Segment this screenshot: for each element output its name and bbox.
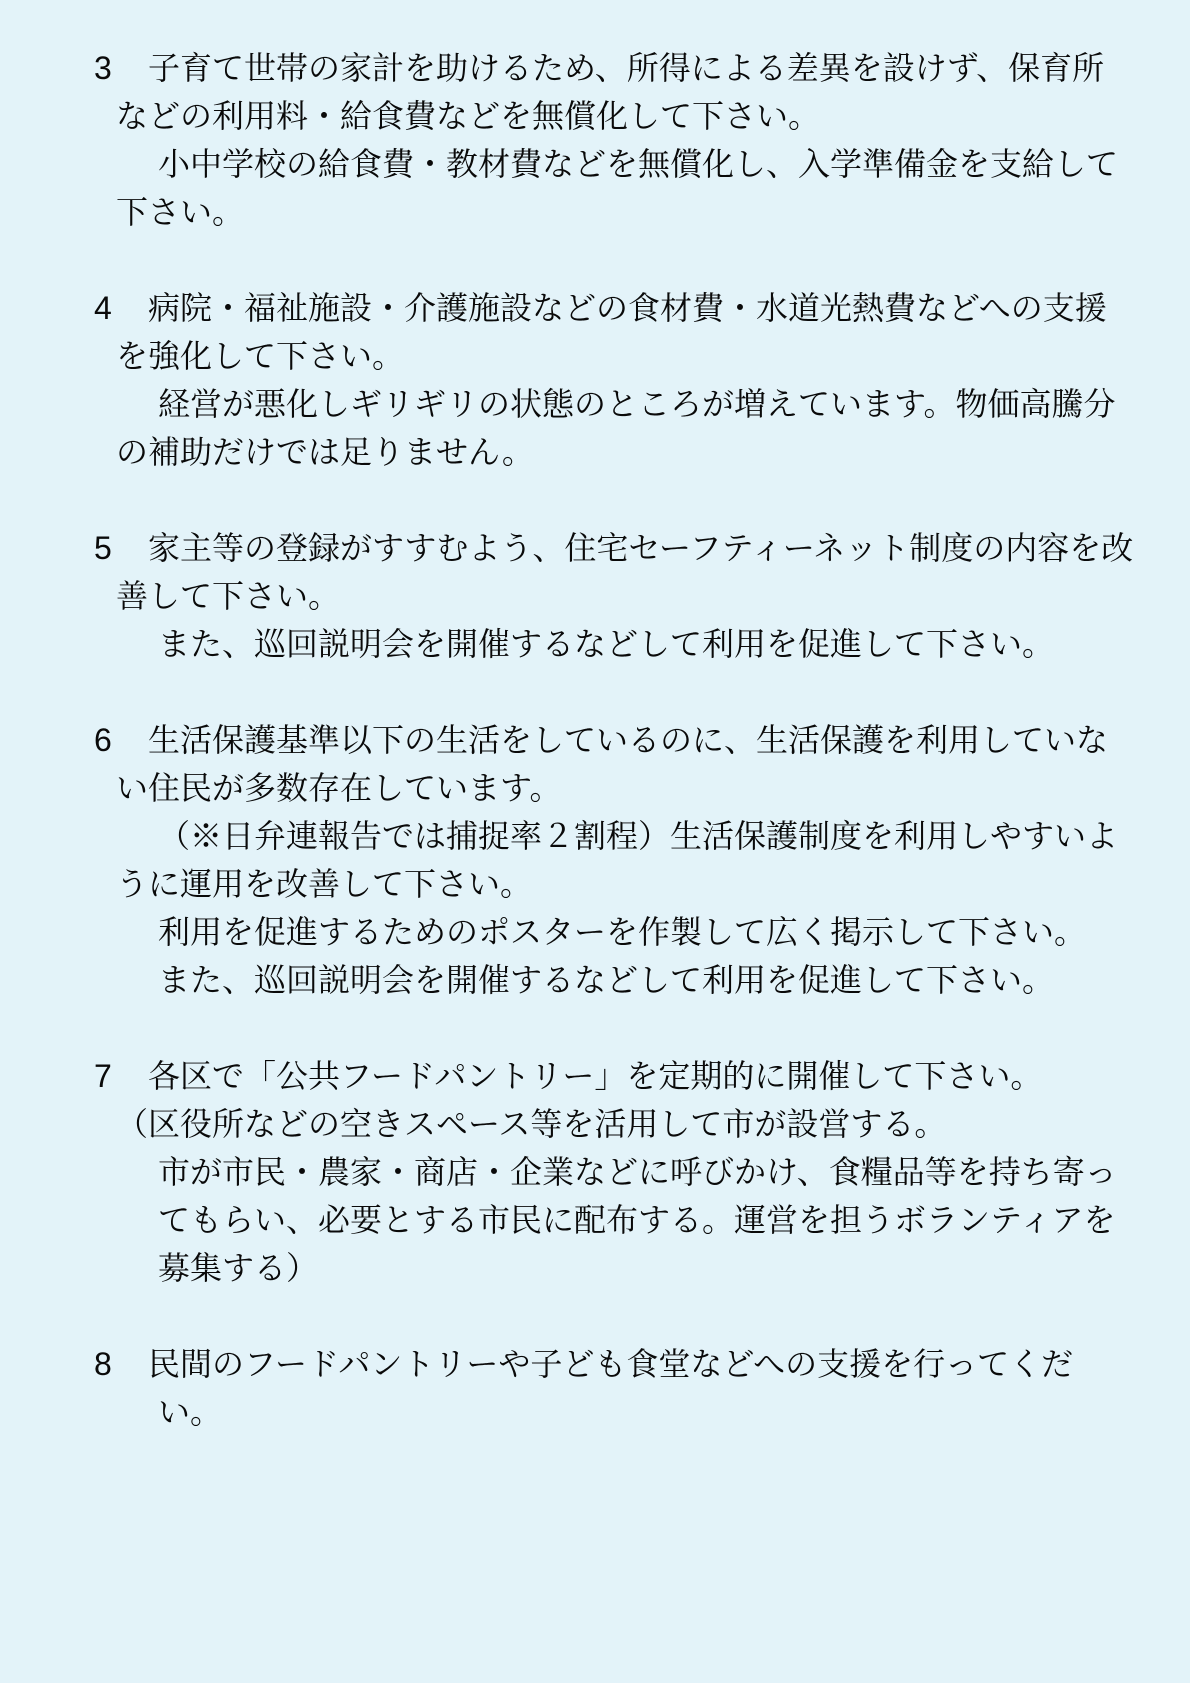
list-item-8 [0,1340,1190,1436]
document-line: 小中学校の給食費・教材費などを無償化し、入学準備金を支給して [158,146,1119,182]
item-first-line [0,44,1190,92]
item-number: 3 [94,50,112,86]
list-item-7 [0,1052,1190,1292]
document-line: （※日弁連報告では捕捉率２割程）生活保護制度を利用しやすいよ [158,818,1119,854]
document-line: 善して下さい。 [116,578,341,614]
document-line: てもらい、必要とする市民に配布する。運営を担うボランティアを [158,1202,1116,1238]
item-number: 6 [94,722,112,758]
document-line: 利用を促進するためのポスターを作製して広く掲示して下さい。 [158,914,1087,950]
document-line: また、巡回説明会を開催するなどして利用を促進して下さい。 [158,626,1055,662]
item-first-line [0,1052,1190,1100]
document-line: 子育て世帯の家計を助けるため、所得による差異を設けず、保育所 [148,50,1105,86]
list-item-4 [0,284,1190,476]
document-line: の補助だけでは足りません。 [116,434,534,470]
document-line: などの利用料・給食費などを無償化して下さい。 [116,98,821,134]
list-item-6 [0,716,1190,1004]
document-line: また、巡回説明会を開催するなどして利用を促進して下さい。 [158,962,1055,998]
document-line: 募集する） [158,1250,319,1286]
document-line: 下さい。 [116,194,245,230]
item-number: 4 [94,290,112,326]
item-first-line [0,284,1190,332]
document-line: 民間のフードパントリーや子ども食堂などへの支援を行ってくだ [148,1346,1074,1382]
document-line: うに運用を改善して下さい。 [116,866,533,902]
item-number: 7 [94,1058,112,1094]
list-item-3 [0,44,1190,236]
item-first-line [0,524,1190,572]
item-first-line [0,716,1190,764]
document-line: 市が市民・農家・商店・企業などに呼びかけ、食糧品等を持ち寄っ [158,1154,1117,1190]
document-line: 家主等の登録がすすむよう、住宅セーフティーネット制度の内容を改 [148,530,1134,566]
item-number: 8 [94,1346,112,1382]
document-line: を強化して下さい。 [116,338,405,374]
document-line: い住民が多数存在しています。 [116,770,562,806]
document-line: い。 [158,1394,223,1430]
document-line: （区役所などの空きスペース等を活用して市が設営する。 [116,1106,947,1142]
document-line: 病院・福祉施設・介護施設などの食材費・水道光熱費などへの支援 [148,290,1107,326]
document-line: 各区で「公共フードパントリー」を定期的に開催して下さい。 [148,1058,1043,1094]
document-line: 経営が悪化しギリギリの状態のところが増えています。物価高騰分 [158,386,1116,422]
item-number: 5 [94,530,112,566]
item-first-line [0,1340,1190,1388]
document-line: 生活保護基準以下の生活をしているのに、生活保護を利用していな [148,722,1109,758]
list-item-5 [0,524,1190,668]
